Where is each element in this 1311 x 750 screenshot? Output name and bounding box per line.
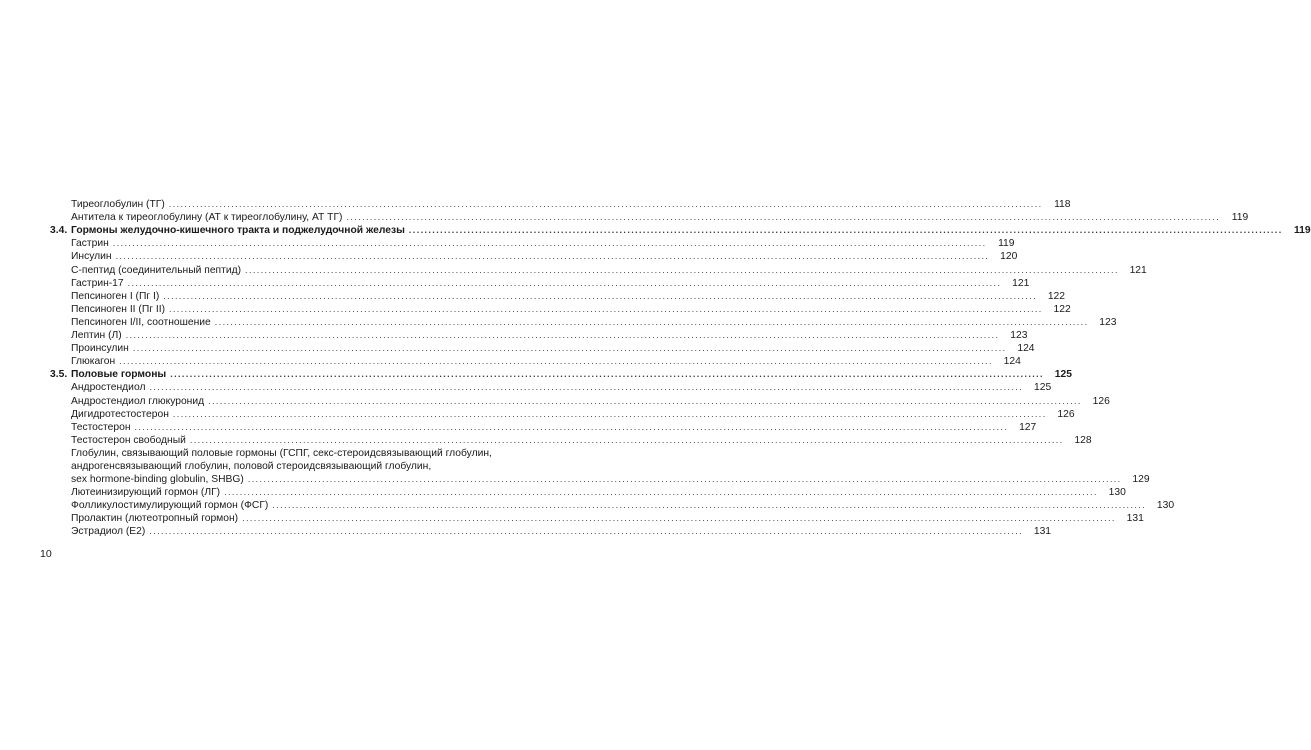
- toc-entry-page: 131: [1126, 513, 1144, 525]
- toc-entry[interactable]: [50, 355, 1021, 368]
- toc-entry-title: Проинсулин: [71, 343, 129, 355]
- toc-entry-title-line: Глобулин, связывающий половые гормоны (ГСПГ, секс-стероидсвязывающий глобулин,: [71, 447, 492, 459]
- toc-entry-title-block: [71, 447, 1150, 486]
- toc-entry[interactable]: [50, 290, 1065, 303]
- toc-entry-title-line: sex hormone-binding globulin, SHBG): [71, 473, 244, 485]
- toc-section-number: 3.5.: [50, 369, 68, 381]
- toc-entry-title: Андростендиол: [71, 382, 146, 394]
- toc-entry-title: Тиреоглобулин (ТГ): [71, 199, 165, 211]
- toc-entry-page: 121: [1012, 277, 1030, 289]
- toc-leader-dots: [224, 486, 1098, 499]
- toc-entry-title: Пепсиноген I (Пг I): [71, 290, 160, 302]
- toc-entry-page: 126: [1057, 408, 1075, 420]
- toc-entry-page: 125: [1033, 382, 1052, 394]
- toc-entry[interactable]: [50, 499, 1175, 512]
- toc-leader-dots: [169, 303, 1043, 316]
- toc-entry-page: 123: [1010, 330, 1028, 342]
- toc-entry[interactable]: [50, 408, 1075, 421]
- toc-entry-page: 130: [1156, 500, 1175, 512]
- toc-leader-dots: [135, 421, 1009, 434]
- toc-entry-page: 131: [1033, 526, 1052, 538]
- toc-leader-dots: [119, 355, 993, 368]
- toc-entry-title: Пролактин (лютеотропный гормон): [71, 513, 239, 525]
- toc-entry[interactable]: [50, 316, 1117, 329]
- toc-leader-dots: [190, 434, 1064, 447]
- toc-entry[interactable]: [50, 198, 1071, 211]
- toc-leader-dots: [173, 408, 1047, 421]
- toc-entry[interactable]: [50, 277, 1030, 290]
- toc-leader-dots: [149, 525, 1023, 538]
- toc-leader-dots: [208, 395, 1082, 408]
- toc-entry-title: Фолликулостимулирующий гормон (ФСГ): [71, 500, 269, 512]
- toc-leader-dots: [126, 329, 1000, 342]
- toc-leader-dots: [245, 264, 1119, 277]
- toc-leader-dots: [170, 368, 1044, 381]
- toc-entry-page: 122: [1053, 303, 1071, 315]
- toc-entry[interactable]: [50, 250, 1018, 263]
- toc-entry-title: Антитела к тиреоглобулину (АТ к тиреоглобулину, АТ ТГ): [71, 212, 343, 224]
- toc-entry-title: Лептин (Л): [71, 330, 122, 342]
- toc-entry-title: Инсулин: [71, 251, 112, 263]
- toc-entry[interactable]: [50, 237, 1015, 250]
- toc-entry-title: Гастрин-17: [71, 277, 124, 289]
- toc-entry-title-line-last: [71, 473, 1150, 486]
- toc-entry-page: 120: [1000, 251, 1018, 263]
- toc-leader-dots: [346, 211, 1220, 224]
- toc-section-heading[interactable]: [50, 368, 1072, 381]
- toc-entry-page: 118: [1054, 199, 1071, 211]
- toc-entry-page: 124: [1003, 356, 1021, 368]
- toc-entry[interactable]: [50, 512, 1144, 525]
- table-of-contents: [50, 198, 1311, 538]
- toc-entry-title: Андростендиол глюкуронид: [71, 395, 205, 407]
- toc-entry-page: 122: [1047, 290, 1065, 302]
- toc-entry-page: 128: [1074, 434, 1092, 446]
- toc-entry-number: [50, 447, 71, 486]
- page-number: 10: [40, 548, 52, 560]
- toc-entry[interactable]: [50, 381, 1052, 394]
- toc-entry[interactable]: [50, 329, 1028, 342]
- toc-leader-dots: [248, 473, 1122, 486]
- toc-entry[interactable]: [50, 434, 1092, 447]
- toc-entry-title: Пепсиноген I/II, соотношение: [71, 316, 211, 328]
- toc-leader-dots: [169, 198, 1043, 211]
- toc-section-number: 3.4.: [50, 225, 68, 237]
- toc-section-page: 125: [1054, 369, 1072, 381]
- toc-entry-page: 119: [998, 238, 1015, 250]
- toc-entry-title-line: андрогенсвязывающий глобулин, половой стероидсвязывающий глобулин,: [71, 460, 432, 472]
- toc-entry-title: Тестостерон свободный: [71, 434, 186, 446]
- toc-entry-page: 119: [1231, 212, 1249, 224]
- toc-entry[interactable]: [50, 421, 1037, 434]
- toc-entry-page: 121: [1129, 264, 1147, 276]
- toc-section-heading[interactable]: [50, 224, 1311, 237]
- toc-leader-dots: [409, 224, 1283, 237]
- toc-entry-page: 129: [1132, 473, 1150, 485]
- toc-entry[interactable]: [50, 303, 1071, 316]
- toc-entry-title: Дигидротестостерон: [71, 408, 169, 420]
- toc-entry-page: 130: [1108, 487, 1126, 499]
- toc-leader-dots: [128, 277, 1002, 290]
- toc-leader-dots: [163, 290, 1037, 303]
- toc-entry-title: Гастрин: [71, 238, 109, 250]
- toc-section-page: 119: [1293, 225, 1311, 237]
- toc-entry[interactable]: [50, 342, 1035, 355]
- toc-entry[interactable]: [50, 486, 1126, 499]
- toc-leader-dots: [133, 342, 1007, 355]
- toc-entry-title: С-пептид (соединительный пептид): [71, 264, 242, 276]
- toc-entry-multiline[interactable]: [50, 447, 1150, 486]
- toc-entry-page: 127: [1019, 421, 1037, 433]
- toc-entry-page: 126: [1092, 395, 1110, 407]
- toc-leader-dots: [272, 499, 1146, 512]
- toc-leader-dots: [215, 316, 1089, 329]
- toc-entry[interactable]: [50, 394, 1110, 407]
- toc-entry[interactable]: [50, 211, 1249, 224]
- toc-leader-dots: [149, 381, 1023, 394]
- toc-entry-page: 124: [1017, 343, 1035, 355]
- toc-entry-page: 123: [1099, 316, 1117, 328]
- toc-entry-title: Пепсиноген II (Пг II): [71, 303, 165, 315]
- toc-entry-title: Тестостерон: [71, 421, 131, 433]
- toc-entry[interactable]: [50, 263, 1147, 276]
- toc-leader-dots: [116, 250, 990, 263]
- toc-entry-title: Лютеинизирующий гормон (ЛГ): [71, 487, 221, 499]
- toc-entry-title: Эстрадиол (Е2): [71, 526, 146, 538]
- toc-entry[interactable]: [50, 525, 1052, 538]
- toc-section-title: Половые гормоны: [71, 369, 167, 381]
- toc-section-title: Гормоны желудочно-кишечного тракта и поджелудочной железы: [71, 225, 405, 237]
- toc-leader-dots: [113, 237, 987, 250]
- toc-entry-title: Глюкагон: [71, 356, 116, 368]
- toc-leader-dots: [242, 512, 1116, 525]
